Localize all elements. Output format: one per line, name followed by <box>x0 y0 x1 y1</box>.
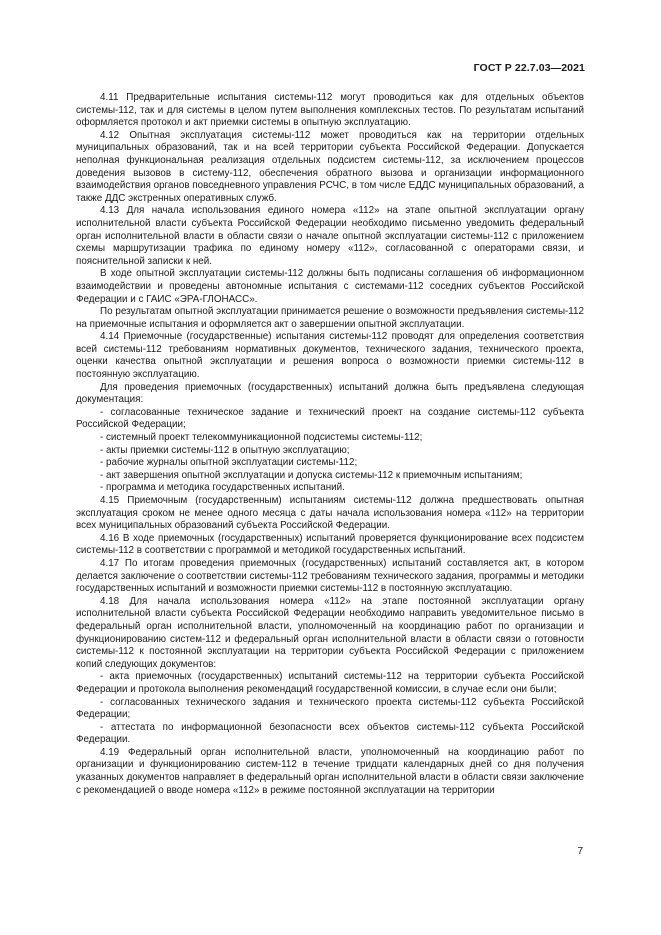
list-item: - аттестата по информационной безопасности всех объектов системы-112 субъекта Российской Федерации. <box>76 721 584 746</box>
list-item: - акты приемки системы-112 в опытную эксплуатацию; <box>100 444 350 456</box>
list-item: - программа и методика государственных испытаний. <box>100 482 345 494</box>
paragraph-4-14: 4.14 Приемочные (государственные) испытания системы-112 проводят для определения соответствия всей системы-112 требованиям нормативных документов, технического задания, технического проекта, оценки качества опытной эксплуатации и решения вопроса о возможности приемки системы-112 в постоянную эксплуатацию. <box>76 331 584 381</box>
list-item: - акт завершения опытной эксплуатации и допуска системы-112 к приемочным испытаниям; <box>100 469 523 481</box>
paragraph-4-13: 4.13 Для начала использования единого номера «112» на этапе опытной эксплуатации органу исполнительной власти субъекта Российской Федерации необходимо письменно уведомить федеральный орган исполнительной власти в области связи о начале опытной эксплуатации системы-112 с приложением схемы маршрутизации трафика по единому номеру «112», согласованной с операторами связи, и пояснительной записки к ней. <box>76 205 584 267</box>
list-item: - рабочие журналы опытной эксплуатации системы-112; <box>100 457 358 469</box>
paragraph-4-17: 4.17 По итогам проведения приемочных (государственных) испытаний составляется акт, в котором делается заключение о соответствии системы-112 требованиям технического задания, программы и методики государственных испытаний и возможности приемки системы-112 в постоянную эксплуатацию. <box>76 557 584 595</box>
document-body <box>76 92 584 797</box>
document-code-header: ГОСТ Р 22.7.03—2021 <box>473 62 585 74</box>
list-item: - согласованные техническое задание и технический проект на создание системы-112 субъекта Российской Федерации; <box>76 406 584 431</box>
paragraph-4-11: 4.11 Предварительные испытания системы-112 могут проводиться как для отдельных объектов системы-112, так и для системы в целом путем выполнения комплексных тестов. По результатам испытаний оформляется протокол и акт приемки системы в опытную эксплуатацию. <box>76 92 584 129</box>
paragraph-documentation-intro: Для проведения приемочных (государственных) испытаний должна быть предъявлена следующая документация: <box>76 381 584 406</box>
list-item: - согласованных технического задания и технического проекта системы-112 субъекта Российской Федерации; <box>76 696 584 721</box>
list-item: - акта приемочных (государственных) испытаний системы-112 на территории субъекта Российской Федерации и протокола выполнения рекомендаций государственной комиссии, в случае если они были; <box>76 671 584 695</box>
paragraph-trial-results: По результатам опытной эксплуатации принимается решение о возможности предъявления системы-112 на приемочные испытания и оформляется акт о завершении опытной эксплуатации. <box>76 306 584 330</box>
list-item: - системный проект телекоммуникационной подсистемы системы-112; <box>100 432 423 444</box>
paragraph-4-19: 4.19 Федеральный орган исполнительной власти, уполномоченный на координацию работ по организации и функционированию систем-112 в течение тридцати календарных дней со дня получения указанных документов направляет в федеральный орган исполнительной власти в области связи заключение с рекомендацией о вводе номера «112» в режиме постоянной эксплуатации на территории <box>76 746 584 796</box>
paragraph-4-15: 4.15 Приемочным (государственным) испытаниям системы-112 должна предшествовать опытная эксплуатация сроком не менее одного месяца с даты начала использования номера «112» на территории всех муниципальных образований субъекта Российской Федерации. <box>76 495 584 532</box>
paragraph-4-16: 4.16 В ходе приемочных (государственных) испытаний проверяется функционирование всех подсистем системы-112 в соответствии с программой и методикой государственных испытаний. <box>76 532 584 557</box>
page-number: 7 <box>577 846 583 857</box>
paragraph-trial-agreements: В ходе опытной эксплуатации системы-112 должны быть подписаны соглашения об информационном взаимодействии и проведены автономные испытания с системами-112 соседних субъектов Российской Федерации и с ГАИС «ЭРА-ГЛОНАСС». <box>76 268 584 305</box>
paragraph-4-12: 4.12 Опытная эксплуатация системы-112 может проводиться как на территории отдельных муниципальных образований, так и на всей территории субъекта Российской Федерации. Допускается неполная функциональная реализация отдельных подсистем системы-112, за исключением процессов доведения вызовов в систему-112, обеспечения обратного вызова и организации информационного взаимодействия органов повседневного управления РСЧС, в том числе ЕДДС муниципальных образований, а также ДДС экстренных оперативных служб. <box>76 129 584 204</box>
paragraph-4-18: 4.18 Для начала использования номера «112» на этапе постоянной эксплуатации органу исполнительной власти субъекта Российской Федерации необходимо направить уведомительное письмо в федеральный орган исполнительной власти, уполномоченный на координацию работ по организации и функционированию систем-112 и федеральный орган исполнительной власти в области связи о готовности системы-112 к постоянной эксплуатации на территории субъекта Российской Федерации с приложением копий следующих документов: <box>76 595 584 670</box>
